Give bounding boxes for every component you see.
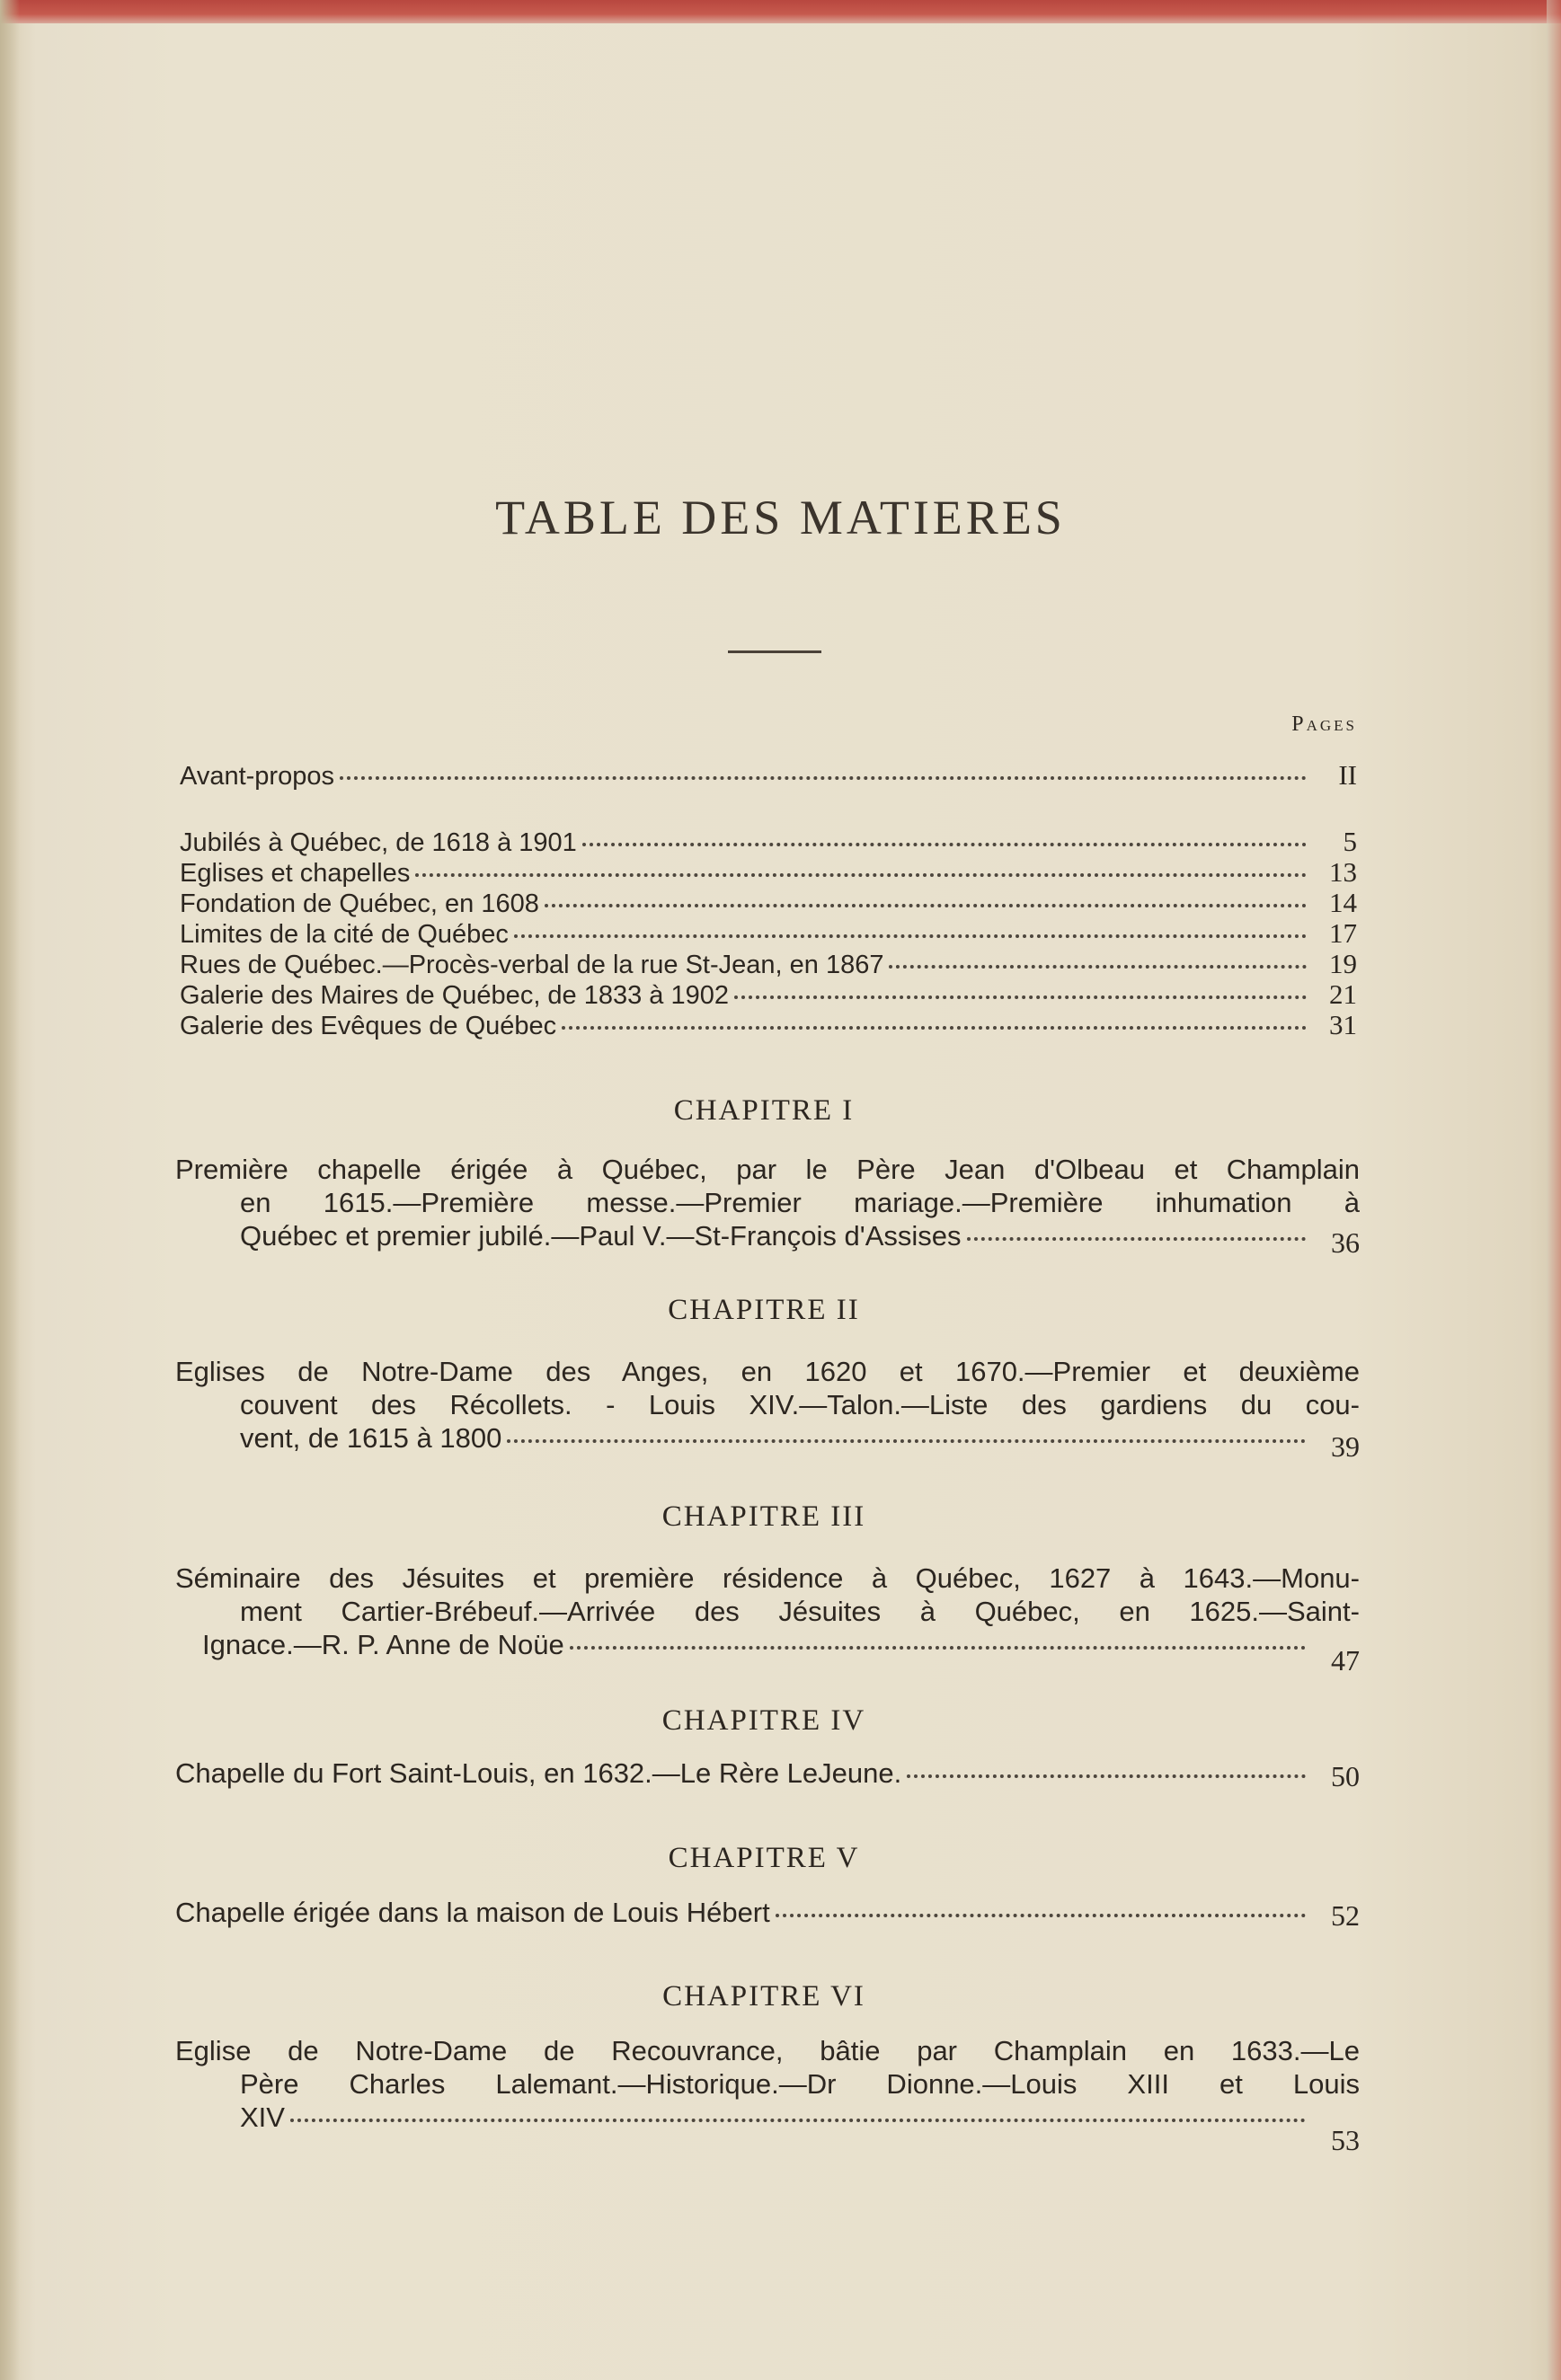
chapter-entry-6[interactable] [175, 2034, 1360, 2156]
dot-leader [562, 1025, 1307, 1030]
chapter-entry-4[interactable] [175, 1756, 1360, 1790]
dot-leader [889, 964, 1307, 969]
dot-leader [776, 1913, 1306, 1917]
chapter-heading-2: CHAPITRE II [668, 1294, 860, 1326]
red-page-edge [0, 0, 1561, 23]
dot-leader [415, 872, 1307, 877]
dot-leader [290, 2118, 1306, 2122]
chapter-entry-3[interactable] [175, 1562, 1360, 1677]
entry-last-line [175, 1219, 1360, 1252]
toc-entry-title: Fondation de Québec, en 1608 [180, 889, 539, 918]
dot-leader [967, 1236, 1306, 1241]
toc-entry-avant-propos[interactable] [180, 759, 1357, 791]
entry-line: Québec et premier jubilé.—Paul V.—St-François d'Assises [240, 1220, 962, 1252]
toc-entry-rues[interactable] [180, 948, 1357, 979]
toc-entry-page: 36 [1331, 1226, 1360, 1259]
toc-entry-page: 17 [1329, 917, 1357, 949]
entry-line: Ignace.—R. P. Anne de Noüe [202, 1629, 564, 1660]
dot-leader [514, 933, 1307, 938]
entry-line: en 1615.—Première messe.—Premier mariage.—Première inhumation à [240, 1187, 1360, 1218]
chapter-heading-5: CHAPITRE V [668, 1842, 860, 1874]
pages-column-label: Pages [1291, 712, 1357, 736]
dot-leader [545, 903, 1307, 907]
toc-entry-jubiles[interactable] [180, 828, 1357, 856]
toc-entry-eglises[interactable] [180, 856, 1357, 888]
page-title: TABLE DES MATIERES [495, 491, 1066, 544]
dot-leader [507, 1438, 1306, 1443]
entry-line: couvent des Récollets. - Louis XIV.—Talon.—Liste des gardiens du cou- [240, 1389, 1360, 1420]
toc-entry-title: Limites de la cité de Québec [180, 920, 509, 949]
dot-leader [907, 1774, 1306, 1778]
toc-entry-eveques[interactable] [180, 1009, 1357, 1040]
toc-entry-title: Avant-propos [180, 762, 334, 791]
toc-entry-page: 5 [1343, 826, 1357, 857]
dot-leader [734, 995, 1307, 999]
entry-line: Eglises de Notre-Dame des Anges, en 1620 et 1670.—Premier et deuxième [175, 1356, 1360, 1387]
chapter-heading-4: CHAPITRE IV [661, 1704, 866, 1737]
toc-entry-page: II [1338, 759, 1357, 791]
toc-entry-page: 31 [1329, 1009, 1357, 1040]
toc-entry-page: 21 [1329, 978, 1357, 1010]
chapter-entry-5[interactable] [175, 1896, 1360, 1932]
toc-entry-title: Eglises et chapelles [180, 859, 411, 888]
toc-entry-fondation[interactable] [180, 889, 1357, 917]
binding-shadow [0, 0, 20, 2380]
entry-last-line [175, 1756, 1360, 1790]
chapter-heading-6: CHAPITRE VI [662, 1980, 865, 2013]
entry-last-line [175, 1896, 1360, 1929]
entry-last-line [175, 1421, 1360, 1455]
toc-entry-page: 52 [1331, 1899, 1360, 1932]
entry-line: Eglise de Notre-Dame de Recouvrance, bâtie par Champlain en 1633.—Le [175, 2035, 1360, 2066]
toc-entry-title: Jubilés à Québec, de 1618 à 1901 [180, 828, 577, 857]
title-rule [728, 650, 821, 653]
entry-line: Chapelle érigée dans la maison de Louis Hébert [175, 1897, 770, 1928]
chapter-heading-1: CHAPITRE I [673, 1094, 855, 1127]
toc-entry-page: 13 [1329, 856, 1357, 888]
entry-line: ment Cartier-Brébeuf.—Arrivée des Jésuites à Québec, en 1625.—Saint- [240, 1596, 1360, 1627]
right-page-edge [1547, 0, 1561, 2380]
dot-leader [582, 842, 1307, 846]
toc-entry-limites[interactable] [180, 917, 1357, 949]
entry-last-line [175, 2101, 1360, 2134]
toc-entry-page: 14 [1329, 887, 1357, 918]
dot-leader [340, 775, 1307, 780]
entry-line: XIV [240, 2101, 285, 2133]
toc-entry-page: 39 [1331, 1430, 1360, 1463]
chapter-heading-3: CHAPITRE III [661, 1500, 866, 1533]
toc-entry-page: 47 [1331, 1644, 1360, 1677]
toc-entry-title: Galerie des Evêques de Québec [180, 1012, 557, 1040]
toc-entry-page: 19 [1329, 948, 1357, 979]
toc-entry-title: Galerie des Maires de Québec, de 1833 à 1902 [180, 981, 730, 1010]
entry-line: vent, de 1615 à 1800 [240, 1422, 502, 1454]
entry-line: Père Charles Lalemant.—Historique.—Dr Dionne.—Louis XIII et Louis [240, 2068, 1360, 2100]
toc-entry-page: 50 [1331, 1760, 1360, 1792]
toc-entry-maires[interactable] [180, 978, 1357, 1010]
chapter-entry-1[interactable] [175, 1153, 1360, 1259]
toc-entry-page: 53 [1331, 2124, 1360, 2156]
entry-line: Séminaire des Jésuites et première résidence à Québec, 1627 à 1643.—Monu- [175, 1562, 1360, 1594]
dot-leader [570, 1645, 1306, 1650]
entry-last-line [175, 1628, 1360, 1661]
entry-line: Première chapelle érigée à Québec, par le Père Jean d'Olbeau et Champlain [175, 1154, 1360, 1185]
toc-entry-title: Rues de Québec.—Procès-verbal de la rue St-Jean, en 1867 [180, 951, 884, 979]
chapter-entry-2[interactable] [175, 1355, 1360, 1463]
entry-line: Chapelle du Fort Saint-Louis, en 1632.—Le Rère LeJeune. [175, 1757, 902, 1789]
